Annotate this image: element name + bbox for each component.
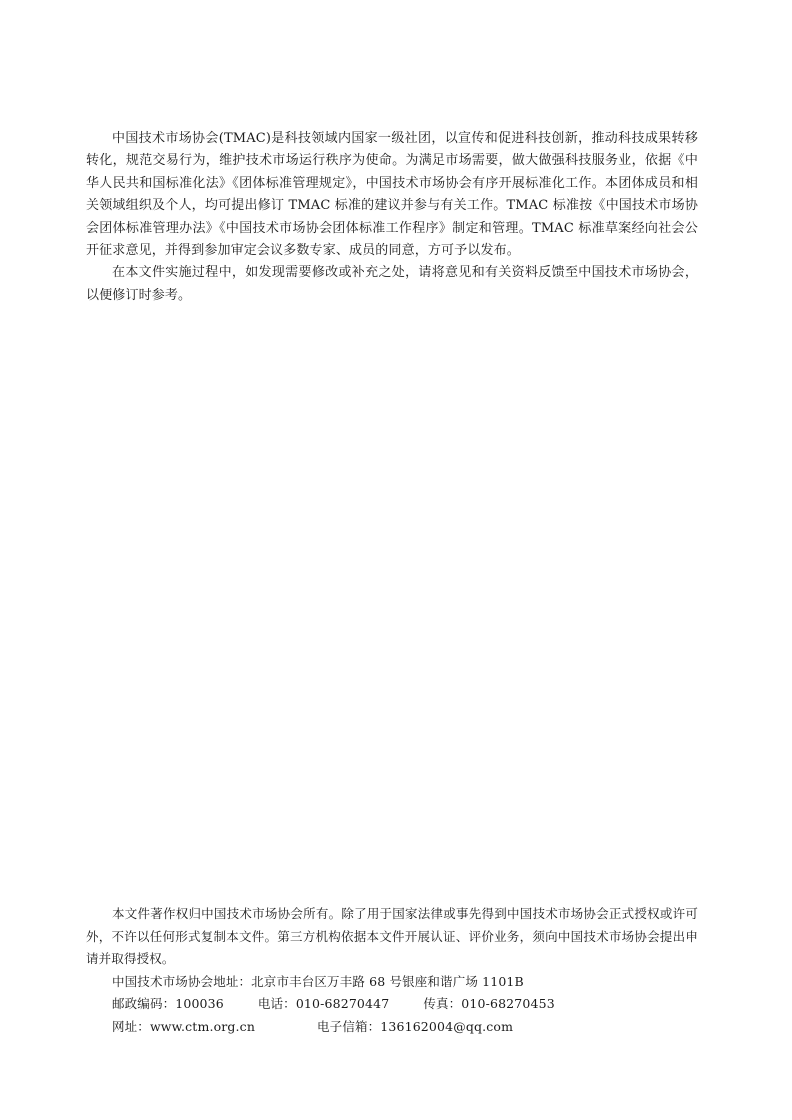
email-text: 电子信箱：136162004@qq.com bbox=[317, 1018, 514, 1034]
phone-text: 电话：010-68270447 bbox=[257, 996, 390, 1012]
foreword-section bbox=[86, 128, 698, 307]
foreword-paragraph-1: 中国技术市场协会(TMAC)是科技领域内国家一级社团，以宣传和促进科技创新，推动科技成果转移转化，规范交易行为，维护技术市场运行秩序为使命。为满足市场需要，做大做强科技服务业，依据《中华人民共和国标准化法》《团体标准管理规定》，中国技术市场协会有序开展标准化工作。本团体成员和相关领域组织及个人，均可提出修订 TMAC 标准的建议并参与有关工作。TMAC 标准按《中国技术市场协会团体标准管理办法》《中国技术市场协会团体标准工作程序》制定和管理。TMAC 标准草案经向社会公开征求意见，并得到参加审定会议多数专家、成员的同意，方可予以发布。 bbox=[86, 131, 698, 259]
address-line: 中国技术市场协会地址：北京市丰台区万丰路 68 号银座和谐广场 1101B bbox=[112, 973, 524, 989]
web-line bbox=[86, 1016, 698, 1039]
contact-line bbox=[86, 993, 698, 1016]
postcode-text: 邮政编码：100036 bbox=[112, 996, 224, 1012]
fax-text: 传真：010-68270453 bbox=[423, 996, 555, 1012]
copyright-notice: 本文件著作权归中国技术市场协会所有。除了用于国家法律或事先得到中国技术市场协会正式授权或许可外，不许以任何形式复制本文件。第三方机构依据本文件开展认证、评价业务，须向中国技术市场协会提出申请并取得授权。 bbox=[86, 906, 698, 967]
website-text: 网址：www.ctm.org.cn bbox=[112, 1018, 256, 1034]
copyright-section bbox=[86, 903, 698, 1039]
foreword-paragraph-2: 在本文件实施过程中，如发现需要修改或补充之处，请将意见和有关资料反馈至中国技术市场协会，以便修订时参考。 bbox=[86, 265, 698, 303]
